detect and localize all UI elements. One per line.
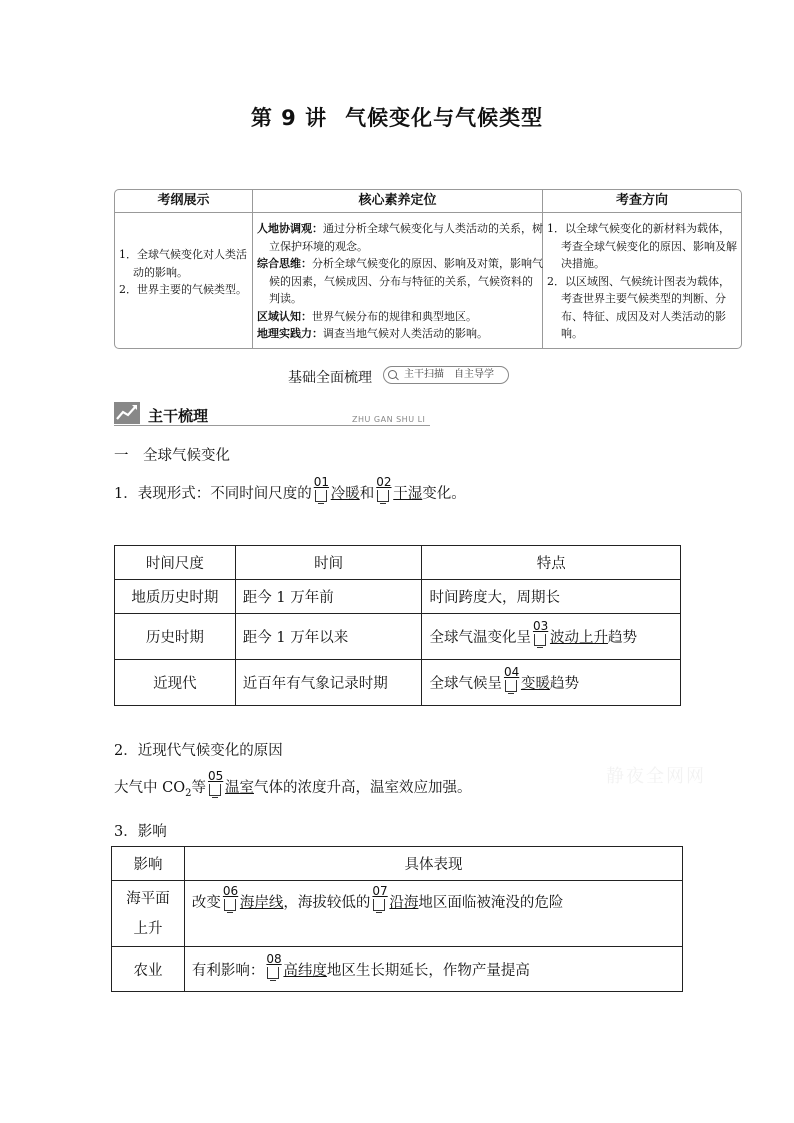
table-row xyxy=(115,614,681,660)
cell-text: 趋势 xyxy=(607,630,637,646)
item-text: 变化。 xyxy=(422,486,466,502)
table-header: 时间尺度 xyxy=(115,546,236,580)
pill-text: 主干扫描 自主导学 xyxy=(404,369,494,380)
outline-item: 2．世界主要的气候类型。 xyxy=(119,283,247,296)
answer-text: 温室 xyxy=(224,780,254,796)
competency-item xyxy=(257,325,543,343)
table-header: 特点 xyxy=(422,546,681,580)
blank-number: 03 xyxy=(532,619,549,633)
competency-item xyxy=(257,255,543,308)
section-banner-pill xyxy=(383,366,509,384)
table-cell: 地质历史时期 xyxy=(115,580,236,614)
answer-text: 高纬度 xyxy=(283,962,327,979)
item-text: 大气中 CO xyxy=(114,780,186,796)
cell-text: 趋势 xyxy=(549,676,579,692)
table-cell: 距今 1 万年前 xyxy=(235,580,422,614)
competency-item xyxy=(257,220,543,255)
answer-text: 海岸线 xyxy=(239,895,284,911)
competency-item xyxy=(257,308,543,326)
table-cell: 距今 1 万年以来 xyxy=(235,614,422,660)
cell-text: 地区面临被淹没的危险 xyxy=(418,895,564,911)
item-text: 1．表现形式：不同时间尺度的 xyxy=(114,486,312,502)
syllabus-outline-cell xyxy=(119,246,249,299)
blank-number: 02 xyxy=(376,475,392,489)
table-header: 具体表现 xyxy=(184,847,682,881)
section-header-title: 主干梳理 xyxy=(148,407,209,425)
blank-marker xyxy=(503,665,520,692)
table-cell: 时间跨度大，周期长 xyxy=(422,580,681,614)
table-cell: 农业 xyxy=(112,947,185,992)
syllabus-competency-cell xyxy=(257,220,543,343)
table-header: 影响 xyxy=(112,847,185,881)
competency-text: 通过分析全球气候变化与人类活动的关系，树立保护环境的观念。 xyxy=(269,222,543,253)
blank-marker xyxy=(207,769,224,796)
outline-item: 1．全球气候变化对人类活动的影响。 xyxy=(119,248,247,279)
subscript: 2 xyxy=(185,787,192,799)
table-cell xyxy=(112,881,185,947)
table-row xyxy=(115,660,681,706)
cell-text: 全球气候呈 xyxy=(429,676,502,692)
blank-marker xyxy=(266,951,282,979)
blank-marker xyxy=(372,884,388,911)
section-header-rule xyxy=(114,425,430,426)
item-text: 气体的浓度升高，温室效应加强。 xyxy=(253,780,472,796)
table-cell xyxy=(422,660,681,706)
heading-global-climate-change: 一 全球气候变化 xyxy=(114,448,230,464)
item-text: 和 xyxy=(359,486,375,502)
direction-item: 1．以全球气候变化的新材料为载体，考查全球气候变化的原因、影响及解决措施。 xyxy=(547,222,737,270)
table-cell: 近现代 xyxy=(115,660,236,706)
timescale-table xyxy=(114,545,681,706)
trend-chart-icon xyxy=(114,402,140,424)
cell-text: 海平面 xyxy=(126,890,170,907)
blank-number: 06 xyxy=(222,884,239,898)
table-cell xyxy=(184,881,682,947)
table-row xyxy=(112,947,683,992)
cell-text: ，海拔较低的 xyxy=(283,895,371,911)
syllabus-header-competency: 核心素养定位 xyxy=(358,193,437,208)
blank-number: 05 xyxy=(207,769,224,783)
item-causes-title: 2．近现代气候变化的原因 xyxy=(114,743,283,759)
divider xyxy=(115,212,741,213)
item-manifestation xyxy=(114,475,466,503)
syllabus-direction-cell xyxy=(547,220,737,343)
answer-text: 变暖 xyxy=(520,676,550,692)
answer-text: 干湿 xyxy=(393,486,423,502)
blank-number: 08 xyxy=(266,951,282,966)
cell-text: 上升 xyxy=(133,920,163,937)
table-header: 时间 xyxy=(235,546,422,580)
page-title xyxy=(0,102,794,132)
table-cell: 近百年有气象记录时期 xyxy=(235,660,422,706)
item-text: 等 xyxy=(191,780,206,796)
competency-text: 调查当地气候对人类活动的影响。 xyxy=(323,327,488,340)
blank-marker xyxy=(532,619,549,646)
cell-text: 有利影响： xyxy=(191,962,265,979)
answer-text: 波动上升 xyxy=(549,630,608,646)
lecture-number: 第 9 讲 xyxy=(250,106,328,130)
direction-item: 2．以区域图、气候统计图表为载体，考查世界主要气候类型的判断、分布、特征、成因及对人类活动的影响。 xyxy=(547,274,730,340)
table-cell xyxy=(422,614,681,660)
item-impacts-title: 3．影响 xyxy=(114,824,167,840)
competency-label: 综合思维： xyxy=(257,257,312,270)
answer-text: 冷暖 xyxy=(330,486,360,502)
section-header-pinyin: ZHU GAN SHU LI xyxy=(352,415,426,424)
blank-marker xyxy=(313,475,330,502)
cell-text: 全球气温变化呈 xyxy=(429,630,531,646)
blank-marker xyxy=(376,475,392,502)
competency-text: 世界气候分布的规律和典型地区。 xyxy=(312,309,477,323)
impacts-table xyxy=(111,846,683,992)
cell-text: 改变 xyxy=(191,895,221,911)
blank-marker xyxy=(222,884,239,911)
competency-label: 区域认知： xyxy=(257,309,312,323)
watermark: 静夜全网网 xyxy=(606,766,706,787)
divider xyxy=(252,190,253,348)
blank-number: 07 xyxy=(372,884,388,898)
syllabus-header-direction: 考查方向 xyxy=(615,193,668,208)
competency-text: 分析全球气候变化的原因、影响及对策，影响气候的因素，气候成因、分布与特征的关系，气候资料的判读。 xyxy=(269,257,543,305)
competency-label: 人地协调观： xyxy=(257,222,323,235)
table-row xyxy=(115,580,681,614)
lecture-topic: 气候变化与气候类型 xyxy=(345,106,544,130)
answer-text: 沿海 xyxy=(389,895,419,911)
item-causes-text xyxy=(114,769,472,799)
blank-number: 01 xyxy=(313,475,330,489)
table-header-row xyxy=(112,847,683,881)
syllabus-header-outline: 考纲展示 xyxy=(157,193,210,208)
syllabus-table xyxy=(114,189,742,349)
table-header-row xyxy=(115,546,681,580)
table-cell xyxy=(184,947,682,992)
table-cell: 历史时期 xyxy=(115,614,236,660)
competency-label: 地理实践力： xyxy=(257,327,323,340)
table-row xyxy=(112,881,683,947)
magnifier-icon xyxy=(388,370,397,379)
section-banner-title: 基础全面梳理 xyxy=(288,370,372,386)
blank-number: 04 xyxy=(503,665,520,679)
cell-text: 地区生长期延长，作物产量提高 xyxy=(326,962,530,979)
